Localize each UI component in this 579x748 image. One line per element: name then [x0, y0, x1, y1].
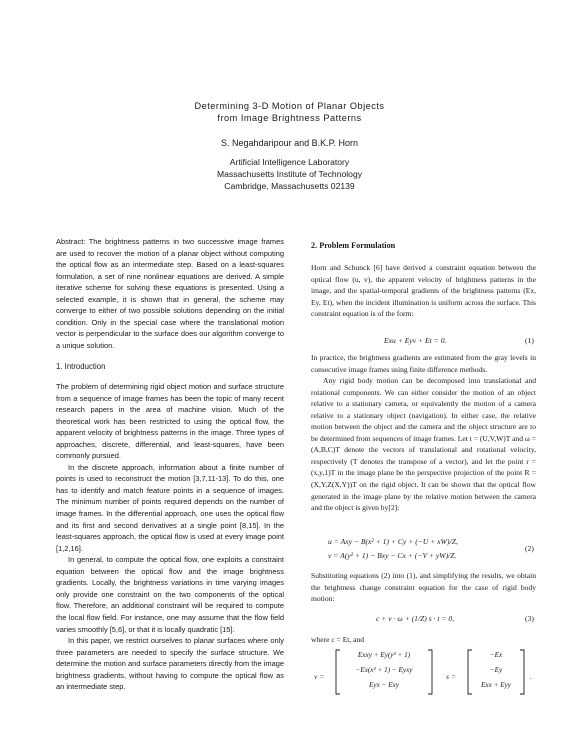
equation-3-number: (3) [525, 614, 534, 623]
vector-v-row-3: Eyx − Exy [369, 681, 399, 689]
section2-heading: 2. Problem Formulation [311, 241, 396, 250]
vector-s-row-2: −Ey [489, 666, 503, 674]
section2-paragraph-1-block [311, 262, 536, 320]
intro-heading: 1. Introduction [56, 362, 106, 372]
vector-v-row-1: Exxy + Ey(y² + 1) [357, 651, 411, 659]
intro-paragraph-3: In general, to compute the optical flow, one exploits a constraint equation between the optical flow and the image brightness gradients. Locally, the brightness variations in time varying images only provide one constraint on the two components of the optical flow. Therefore, an additional constraint will be required to compute the local flow field. For instance, one may assume that the flow field varies smoothly [5,6], or that it is locally quadratic [15]. [56, 555, 284, 634]
vector-s-row-3: Exx + Eyy [481, 681, 511, 689]
section2-heading-block [311, 240, 536, 252]
intro-paragraph-4: In this paper, we restrict ourselves to planar surfaces where only three parameters are needed to specify the surface structure. We determine the motion and surface parameters directly from the image brightness gradients, without having to compute the optical flow as an intermediate step. [56, 636, 284, 692]
equation-3: c + v · ω + (1/Z) s · t = 0, [376, 614, 455, 623]
section2-paragraph-4: Substituting equations (2) into (1), and simplifying the results, we obtain the brightness change constraint equation for the case of rigid body motion: [311, 571, 536, 604]
equation-2a: u = Axy − B(x² + 1) + Cy + (−U + xW)/Z, [328, 537, 458, 546]
vector-s-period: . [530, 672, 532, 681]
paper-title-line2: from Image Brightness Patterns [217, 113, 362, 123]
where-clause: where c = Et, and [311, 635, 365, 644]
equation-2b: v = A(y² + 1) − Bxy − Cx + (−V + yW)/Z. [328, 551, 457, 560]
intro-paragraph-2: In the discrete approach, information about a finite number of points is used to reconstruct the motion [3,7,11-13]. To do this, one has to identify and match feature points in a sequence of images. The minimum number of points required depends on the number of image frames. In the differential approach, one uses the optical flow and its first and second derivatives at a single point [8,15]. In the least-squares approach, the optical flow is used at every image point [1,2,16]. [56, 462, 284, 553]
paper-title-line1: Determining 3-D Motion of Planar Objects [194, 101, 385, 111]
vector-v-label: v = [314, 672, 325, 681]
section2-paragraph-1: Horn and Schunck [6] have derived a constraint equation between the optical flow (u, v), the apparent velocity of brightness patterns in the image, and the spatial-temporal gradients of the brightness patterns (Ex, Ey, Et), when the incident illumination is uniform across the surface. This constraint equation is of the form: [311, 263, 536, 319]
where-clause-block [311, 634, 536, 646]
section2-paragraph-4-block [311, 570, 536, 605]
affiliation-line1: Artificial Intelligence Laboratory [229, 157, 350, 167]
affiliation-line3: Cambridge, Massachusetts 02139 [224, 181, 355, 191]
section2-paragraph-2-block [311, 352, 536, 514]
section2-paragraph-2: In practice, the brightness gradients are estimated from the gray levels in consecutive image frames using finite difference methods. [311, 353, 536, 374]
abstract: Abstract: The brightness patterns in two successive image frames are used to recover the motion of a planar object without computing the optical flow as an intermediate step. Based on a least-squares formulation, a set of nine nonlinear equations are derived. A simple iterative scheme for solving these equations is presented. Using a selected example, it is shown that in general, the scheme may converge to either of two possible solutions depending on the initial condition. Only in the special case where the translational motion vector is perpendicular to the surface does our algorithm converge to a unique solution. [56, 237, 284, 350]
vector-s-label: s = [446, 672, 456, 681]
paper-authors: S. Negahdaripour and B.K.P. Horn [221, 138, 358, 148]
section2-paragraph-3: Any rigid body motion can be decomposed into translational and rotational components. We can either consider the motion of an object relative to a stationary camera, or equivalently the motion of a camera relative to a stationary object (navigation). In either case, the relative motion between the object and the camera and the object structure are to be determined from sequences of image frames. Let t = (U,V,W)T and ω = (A,B,C)T denote the vectors of translational and rotational velocity, respectively (T denotes the transpose of a vector), and let the point r = (x,y,1)T in the image plane be the perspective projection of the point R = (X,Y,Z(X,Y))T on the rigid object. It can be shown that the optical flow generated in the image plane by the relative motion between the camera and the object is given by[2]: [311, 376, 536, 513]
vector-v-row-2: −Ex(x² + 1) − Eyxy [355, 666, 413, 674]
left-column [56, 236, 284, 693]
affiliation-line2: Massachusetts Institute of Technology [216, 169, 363, 179]
intro-paragraph-1: The problem of determining rigid object motion and surface structure from a sequence of image frames has been the topic of many recent research papers in the area of machine vision. Much of the theoretical work has been restricted to using the optical flow, the apparent velocity of brightness patterns in the image. Three types of approaches, discrete, differential, and least-squares, have been commonly pursued. [56, 382, 284, 461]
equation-1: Exu + Eyv + Et = 0. [384, 336, 447, 345]
vector-s-row-1: −Ex [489, 651, 503, 659]
equation-1-number: (1) [525, 336, 534, 345]
equation-2-number: (2) [525, 544, 534, 553]
